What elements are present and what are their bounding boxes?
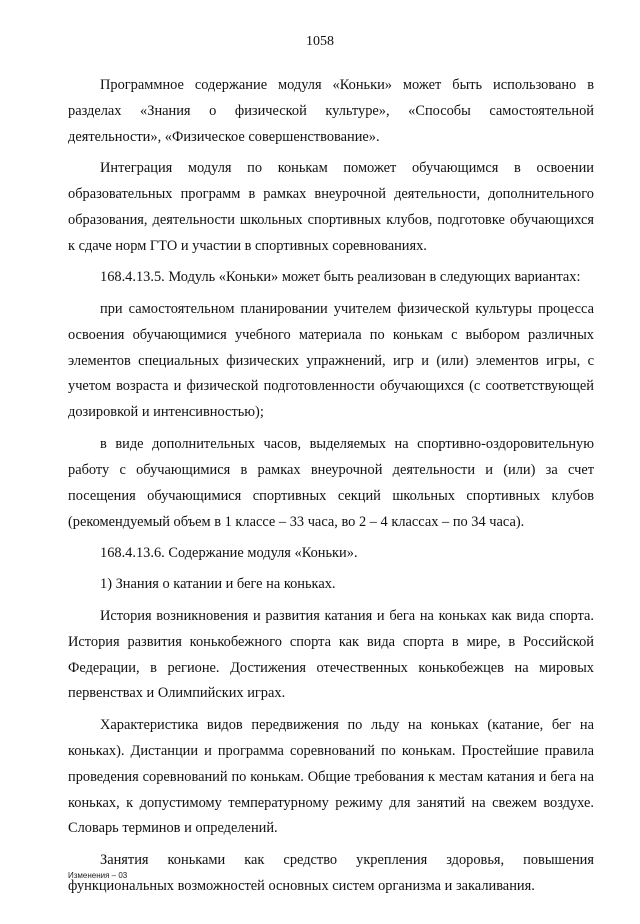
paragraph: 1) Знания о катании и беге на коньках. (100, 576, 336, 593)
paragraph: Характеристика видов передвижения по льду на коньках (катание, бег на коньках). Дистанции и программа соревнований по конькам. Простейшие правила проведения соревнований по конькам. Общие требования к местам катания и бега на коньках, к допустимому температурному режиму для занятий на свежем воздухе. Словарь терминов и определений. (68, 716, 594, 837)
paragraph: История возникновения и развития катания и бега на коньках как вида спорта. История развития конькобежного спорта как вида спорта в мире, в Российской Федерации, в регионе. Достижения отечественных конькобежцев на мировых первенствах и Олимпийских играх. (68, 607, 594, 702)
paragraph: 168.4.13.5. Модуль «Коньки» может быть реализован в следующих вариантах: (100, 269, 581, 286)
footer-note: Изменения – 03 (68, 871, 128, 880)
paragraph: в виде дополнительных часов, выделяемых на спортивно-оздоровительную работу с обучающимися в рамках внеурочной деятельности и (или) за счет посещения обучающимися спортивных секций школьных спортивных клубов (рекомендуемый объем в 1 классе – 33 часа, во 2 – 4 классах – по 34 часа). (68, 435, 594, 530)
page-number: 1058 (306, 34, 334, 49)
paragraph: при самостоятельном планировании учителем физической культуры процесса освоения обучающимися учебного материала по конькам с выбором различных элементов специальных физических упражнений, игр и (или) элементов игры, с учетом возраста и физической подготовленности обучающихся (с соответствующей дозировкой и интенсивностью); (68, 300, 594, 421)
paragraph: Занятия коньками как средство укрепления здоровья, повышения функциональных возможностей основных систем организма и закаливания. (68, 851, 594, 894)
paragraph: 168.4.13.6. Содержание модуля «Коньки». (100, 544, 358, 561)
paragraph: Программное содержание модуля «Коньки» может быть использовано в разделах «Знания о физической культуре», «Способы самостоятельной деятельности», «Физическое совершенствование». (68, 77, 594, 145)
paragraph: Интеграция модуля по конькам поможет обучающимся в освоении образовательных программ в рамках внеурочной деятельности, дополнительного образования, деятельности школьных спортивных клубов, подготовке обучающихся к сдаче норм ГТО и участии в спортивных соревнованиях. (68, 160, 594, 254)
body-text (68, 73, 594, 905)
